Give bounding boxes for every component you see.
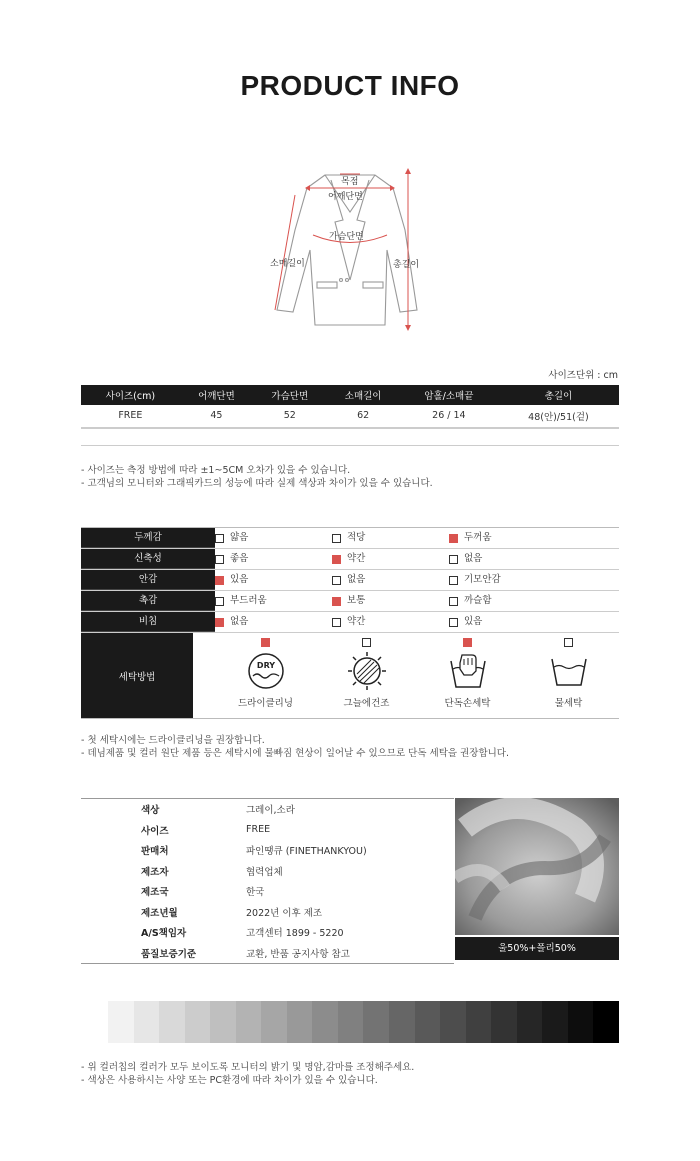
wash-item-dry xyxy=(215,633,316,718)
info-row xyxy=(81,820,454,841)
checkbox xyxy=(215,534,224,543)
info-key: A/S책임자 xyxy=(141,928,187,940)
option-label: 보통 xyxy=(347,595,366,606)
option-label: 없음 xyxy=(464,553,483,564)
option-label: 까슬함 xyxy=(464,595,492,606)
info-key: 판매처 xyxy=(141,846,169,858)
detail-label: 세탁방법 xyxy=(81,633,193,718)
dry-clean-icon xyxy=(244,651,288,691)
size-cell: FREE xyxy=(81,405,180,427)
info-key: 제조년월 xyxy=(141,907,178,919)
wash-label: 그늘에건조 xyxy=(343,698,390,709)
checkbox xyxy=(449,618,458,627)
fabric-caption: 울50%+폴리50% xyxy=(455,937,619,960)
info-value: 고객센터 1899 - 5220 xyxy=(246,928,344,940)
detail-option xyxy=(332,612,449,632)
size-cell: 26 / 14 xyxy=(400,405,498,427)
option-label: 없음 xyxy=(347,574,366,585)
detail-option xyxy=(332,570,449,590)
wash-item-water xyxy=(518,633,619,718)
fabric-photo xyxy=(455,798,619,935)
detail-table xyxy=(81,527,619,719)
water-wash-icon xyxy=(547,651,591,691)
diagram-label-length: 총길이 xyxy=(393,260,420,270)
detail-option xyxy=(215,528,332,548)
size-header-cell: 암홀/소매끝 xyxy=(400,385,498,405)
checkbox xyxy=(449,597,458,606)
info-row xyxy=(81,881,454,902)
detail-option xyxy=(449,570,566,590)
checkbox xyxy=(564,638,573,647)
gray-chip xyxy=(210,1001,236,1043)
size-table xyxy=(81,385,619,428)
detail-option xyxy=(332,528,449,548)
detail-row-lining xyxy=(81,570,619,591)
option-label: 기모안감 xyxy=(464,574,501,585)
info-value: 그레이,소라 xyxy=(246,805,295,817)
info-row xyxy=(81,861,454,882)
size-cell: 48(안)/51(겉) xyxy=(498,405,619,427)
checkbox xyxy=(449,576,458,585)
note-line: - 사이즈는 측정 방법에 따라 ±1~5CM 오차가 있을 수 있습니다. xyxy=(81,465,351,476)
checkbox xyxy=(215,597,224,606)
wash-item-shade xyxy=(316,633,417,718)
gray-chip xyxy=(363,1001,389,1043)
gray-chip xyxy=(236,1001,262,1043)
info-key: 제조국 xyxy=(141,887,169,899)
wash-item-hand xyxy=(417,633,518,718)
shade-dry-icon xyxy=(345,651,389,691)
gray-chip xyxy=(389,1001,415,1043)
info-value: 교환, 반품 공지사항 참고 xyxy=(246,948,350,960)
info-value: 협력업체 xyxy=(246,866,283,878)
product-info-list xyxy=(81,798,454,964)
gray-chip xyxy=(261,1001,287,1043)
info-value: FREE xyxy=(246,824,271,836)
checkbox-checked xyxy=(449,534,458,543)
diagram-label-chest: 가슴단면 xyxy=(329,232,364,242)
note-line: - 위 컬러칩의 컬러가 모두 보이도록 모니터의 밝기 및 명암,감마를 조정해주세요. xyxy=(81,1062,415,1073)
size-table-empty-row xyxy=(81,428,619,446)
gray-chip xyxy=(159,1001,185,1043)
size-cell: 45 xyxy=(180,405,253,427)
option-label: 약간 xyxy=(347,616,366,627)
checkbox xyxy=(332,534,341,543)
info-row xyxy=(81,840,454,861)
table-row xyxy=(81,405,619,427)
info-key: 사이즈 xyxy=(141,825,169,837)
detail-option xyxy=(449,528,566,548)
gray-chip xyxy=(185,1001,211,1043)
note-line: - 고객님의 모니터와 그래픽카드의 성능에 따라 실제 색상과 차이가 있을 수 있습니다. xyxy=(81,478,433,489)
gray-chip xyxy=(491,1001,517,1043)
color-notes xyxy=(81,1061,414,1087)
checkbox-checked xyxy=(332,597,341,606)
option-label: 부드러움 xyxy=(230,595,267,606)
size-header-cell: 가슴단면 xyxy=(253,385,326,405)
size-header-cell: 어깨단면 xyxy=(180,385,253,405)
info-row xyxy=(81,902,454,923)
checkbox-checked xyxy=(463,638,472,647)
gray-chip xyxy=(466,1001,492,1043)
gray-chip xyxy=(134,1001,160,1043)
gray-chip xyxy=(542,1001,568,1043)
info-row xyxy=(81,922,454,943)
detail-option xyxy=(449,591,566,611)
detail-option xyxy=(215,612,332,632)
option-label: 있음 xyxy=(230,574,249,585)
detail-label: 두께감 xyxy=(81,528,215,548)
dry-text: DRY xyxy=(256,661,275,670)
info-value: 2022년 이후 제조 xyxy=(246,907,323,919)
diagram-label-sleeve: 소매길이 xyxy=(270,259,305,269)
detail-label: 비침 xyxy=(81,612,215,632)
wash-notes xyxy=(81,734,509,760)
detail-label: 촉감 xyxy=(81,591,215,611)
detail-option xyxy=(215,591,332,611)
checkbox-checked xyxy=(261,638,270,647)
checkbox-checked xyxy=(332,555,341,564)
detail-row-stretch xyxy=(81,549,619,570)
detail-option xyxy=(215,570,332,590)
info-key: 품질보증기준 xyxy=(141,948,197,960)
detail-row-thickness xyxy=(81,528,619,549)
jacket-diagram xyxy=(255,160,445,335)
info-value: 한국 xyxy=(246,887,265,899)
option-label: 없음 xyxy=(230,616,249,627)
detail-option xyxy=(215,549,332,569)
option-label: 두꺼움 xyxy=(464,532,492,543)
detail-row-touch xyxy=(81,591,619,612)
grayscale-strip xyxy=(108,1001,619,1043)
note-line: - 데님제품 및 컬러 원단 제품 등은 세탁시에 물빠짐 현상이 일어날 수 있으므로 단독 세탁을 권장합니다. xyxy=(81,748,510,759)
option-label: 좋음 xyxy=(230,553,249,564)
size-notes xyxy=(81,464,433,490)
detail-option xyxy=(449,549,566,569)
option-label: 적당 xyxy=(347,532,366,543)
gray-chip xyxy=(312,1001,338,1043)
checkbox xyxy=(449,555,458,564)
size-cell: 62 xyxy=(326,405,399,427)
note-line: - 첫 세탁시에는 드라이클리닝을 권장합니다. xyxy=(81,735,265,746)
option-label: 얇음 xyxy=(230,532,249,543)
option-label: 약간 xyxy=(347,553,366,564)
gray-chip xyxy=(108,1001,134,1043)
checkbox xyxy=(215,555,224,564)
wash-label: 드라이클리닝 xyxy=(237,698,294,709)
gray-chip xyxy=(338,1001,364,1043)
size-cell: 52 xyxy=(253,405,326,427)
wash-label: 단독손세탁 xyxy=(444,698,491,709)
checkbox xyxy=(362,638,371,647)
size-header-cell: 총길이 xyxy=(498,385,619,405)
checkbox-checked xyxy=(215,576,224,585)
wash-label: 물세탁 xyxy=(554,698,583,709)
gray-chip xyxy=(517,1001,543,1043)
size-table-header xyxy=(81,385,619,405)
gray-chip xyxy=(415,1001,441,1043)
size-header-cell: 사이즈(cm) xyxy=(81,385,180,405)
hand-wash-icon xyxy=(446,651,490,691)
gray-chip xyxy=(593,1001,619,1043)
info-value: 파인땡큐 (FINETHANKYOU) xyxy=(246,846,367,858)
note-line: - 색상은 사용하시는 사양 또는 PC환경에 따라 차이가 있을 수 있습니다. xyxy=(81,1075,378,1086)
option-label: 있음 xyxy=(464,616,483,627)
info-key: 제조자 xyxy=(141,866,169,878)
info-key: 색상 xyxy=(141,805,160,817)
detail-option xyxy=(332,591,449,611)
page-title: PRODUCT INFO xyxy=(240,70,460,101)
diagram-label-neck: 목점 xyxy=(341,177,359,187)
gray-chip xyxy=(568,1001,594,1043)
detail-row-sheer xyxy=(81,612,619,633)
detail-option xyxy=(449,612,566,632)
gray-chip xyxy=(287,1001,313,1043)
info-row xyxy=(81,943,454,964)
gray-chip xyxy=(440,1001,466,1043)
checkbox xyxy=(332,618,341,627)
checkbox xyxy=(332,576,341,585)
checkbox-checked xyxy=(215,618,224,627)
diagram-label-shoulder: 어깨단면 xyxy=(328,192,363,202)
detail-label: 안감 xyxy=(81,570,215,590)
detail-row-wash xyxy=(81,633,619,718)
info-row xyxy=(81,799,454,820)
size-unit: 사이즈단위 : cm xyxy=(548,370,618,381)
detail-label: 신축성 xyxy=(81,549,215,569)
detail-option xyxy=(332,549,449,569)
size-header-cell: 소매길이 xyxy=(326,385,399,405)
